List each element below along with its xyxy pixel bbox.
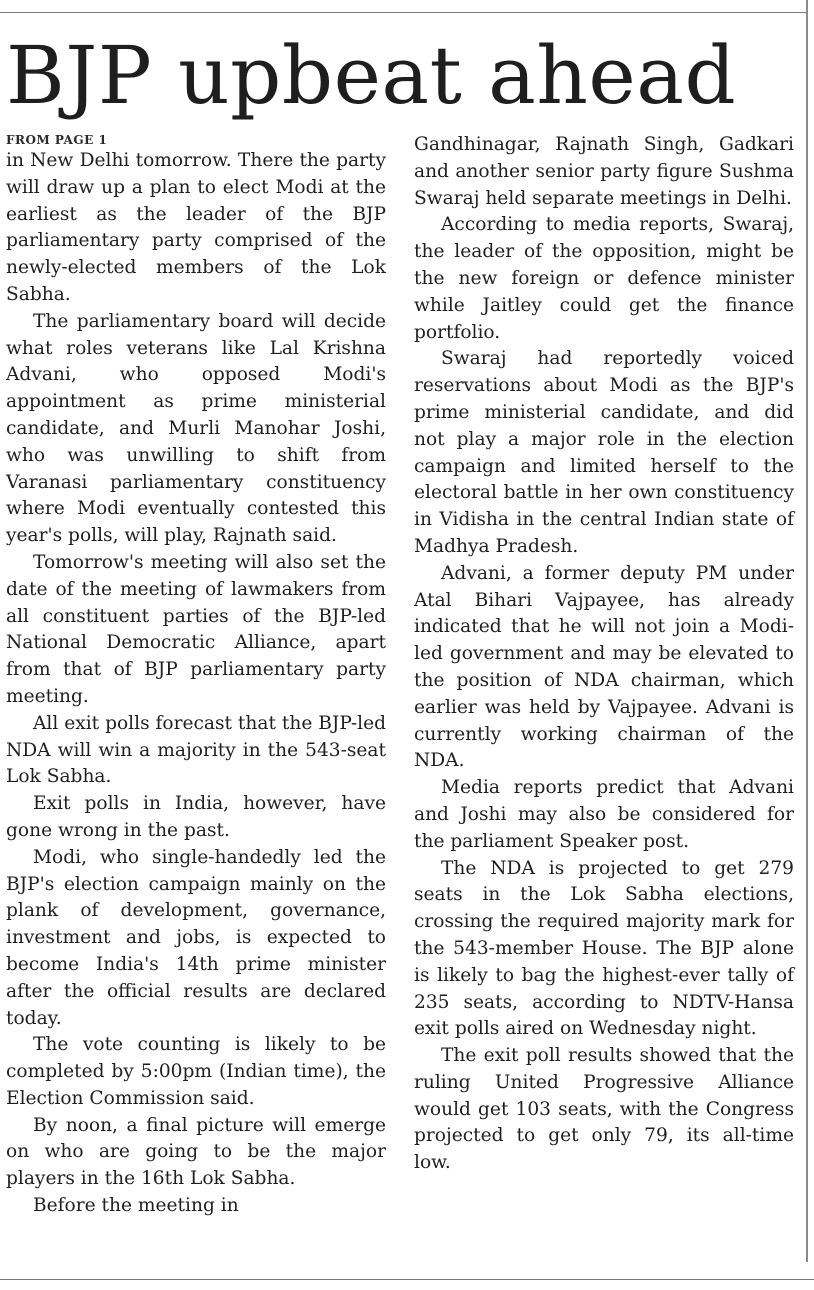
- paragraph: Before the meeting in: [33, 1195, 239, 1217]
- bottom-rule: [0, 1279, 814, 1280]
- headline: BJP upbeat ahead: [6, 29, 737, 122]
- paragraph: Media reports predict that Advani and Joshi may also be considered for the parliament Speaker post.: [414, 777, 794, 852]
- paragraph: Tomorrow's meeting will also set the date of the meeting of lawmakers from all constituent parties of the BJP-led National Democratic Alliance, apart from that of BJP parliamentary party meeting.: [6, 551, 386, 707]
- paragraph: According to media reports, Swaraj, the leader of the opposition, might be the new foreign or defence minister while Jaitley could get the finance portfolio.: [414, 214, 794, 343]
- article-column-left: [6, 132, 386, 1220]
- paragraph: Gandhinagar, Rajnath Singh, Gadkari and another senior party figure Sushma Swaraj held separate meetings in Delhi.: [414, 134, 794, 209]
- from-page-kicker: FROM PAGE 1: [6, 133, 108, 147]
- paragraph: Advani, a former deputy PM under Atal Bihari Vajpayee, has already indicated that he will not join a Modi-led government and may be elevated to the position of NDA chairman, which earlier was held by Vajpayee. Advani is currently working chairman of the NDA.: [414, 562, 794, 772]
- paragraph: in New Delhi tomorrow. There the party will draw up a plan to elect Modi at the earliest as the leader of the BJP parliamentary party comprised of the newly-elected members of the Lok Sabha.: [6, 150, 386, 305]
- paragraph: The NDA is projected to get 279 seats in the Lok Sabha elections, crossing the required majority mark for the 543-member House. The BJP alone is likely to bag the highest-ever tally of 235 seats, according to NDTV-Hansa exit polls aired on Wednesday night.: [414, 857, 794, 1040]
- paragraph: By noon, a final picture will emerge on who are going to be the major players in the 16th Lok Sabha.: [6, 1114, 386, 1190]
- paragraph: Modi, who single-handedly led the BJP's election campaign mainly on the plank of development, governance, investment and jobs, is expected to become India's 14th prime minister after the official results are declared today.: [6, 846, 386, 1029]
- paragraph: All exit polls forecast that the BJP-led NDA will win a majority in the 543-seat Lok Sabha.: [6, 712, 386, 788]
- paragraph: The vote counting is likely to be completed by 5:00pm (Indian time), the Election Commission said.: [6, 1034, 386, 1109]
- right-rule: [806, 0, 808, 1262]
- paragraph: Swaraj had reportedly voiced reservations about Modi as the BJP's prime ministerial candidate, and did not play a major role in the election campaign and limited herself to the electoral battle in her own constituency in Vidisha in the central Indian state of Madhya Pradesh.: [414, 348, 794, 557]
- paragraph: The parliamentary board will decide what roles veterans like Lal Krishna Advani, who opposed Modi's appointment as prime ministerial candidate, and Murli Manohar Joshi, who was unwilling to shift from Varanasi parliamentary constituency where Modi eventually contested this year's polls, will play, Rajnath said.: [6, 310, 386, 547]
- paragraph: Exit polls in India, however, have gone wrong in the past.: [6, 793, 386, 841]
- article-column-right: [414, 132, 794, 1177]
- top-rule: [0, 12, 806, 13]
- paragraph: The exit poll results showed that the ruling United Progressive Alliance would get 103 seats, with the Congress projected to get only 79, its all-time low.: [414, 1045, 794, 1174]
